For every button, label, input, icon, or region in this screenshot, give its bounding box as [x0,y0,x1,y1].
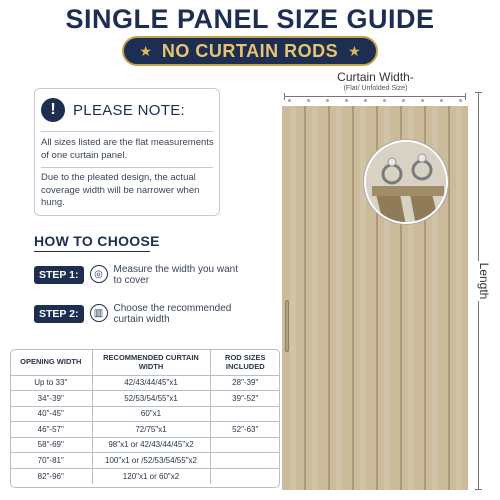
exclamation-icon: ! [41,98,65,122]
grommet-dot [288,99,291,102]
step-2-text: Choose the recommended curtain width [113,303,232,325]
column-header: ROD SIZES INCLUDED [210,349,280,375]
table-row [10,375,280,391]
column-header: OPENING WIDTH [10,349,92,375]
note-title: PLEASE NOTE: [73,101,185,119]
note-header [35,89,219,131]
step-2 [34,303,242,325]
table-row [10,453,280,469]
no-curtain-rods-banner [122,36,378,66]
divider [34,251,150,252]
hook-detail-inset [364,140,448,224]
note-paragraph-2: Due to the pleated design, the actual coverage width will be narrower when hung. [41,172,200,208]
grommet-dot [402,99,405,102]
table-cell: 58"-69" [10,437,92,453]
table-cell [210,468,280,484]
step-1 [34,264,242,286]
table-cell [210,406,280,422]
size-table [10,349,280,484]
table-cell: 72/75"x1 [92,422,210,438]
page-title: SINGLE PANEL SIZE GUIDE [65,4,435,34]
table-cell: 52"-63" [210,422,280,438]
hook-icon [366,142,448,224]
curtain-icon: ▥ [90,304,108,322]
table-row [10,422,280,438]
grommet-dot [364,99,367,102]
measure-icon: ◎ [90,265,108,283]
table-cell: 39"-52" [210,391,280,407]
table-row [10,406,280,422]
step-1-text: Measure the width you want to cover [113,264,239,286]
divider [41,131,213,132]
table-cell: 42/43/44/45"x1 [92,375,210,391]
how-to-choose-title: HOW TO CHOOSE [34,233,160,249]
table-cell: 28"-39" [210,375,280,391]
length-label: Length [473,261,495,301]
table-cell [210,437,280,453]
star-icon: ★ [348,42,361,59]
grommet-dot [459,99,462,102]
table-cell: 34"-39" [10,391,92,407]
table-cell: 70"-81" [10,453,92,469]
curtain-pull-handle [285,300,289,352]
table-cell: 120"x1 or 60"x2 [92,468,210,484]
table-cell: 52/53/54/55"x1 [92,391,210,407]
grommet-dot [345,99,348,102]
table-cell: Up to 33" [10,375,92,391]
note-paragraph-1: All sizes listed are the flat measurements of one curtain panel. [41,137,214,161]
table-cell: 60"x1 [92,406,210,422]
table-row [10,437,280,453]
table-cell: 82"-96" [10,468,92,484]
table-cell: 98"x1 or 42/43/44/45"x2 [92,437,210,453]
column-header: RECOMMENDED CURTAIN WIDTH [92,349,210,375]
table-cell [210,453,280,469]
note-box [34,88,220,216]
table-cell: 40"-45" [10,406,92,422]
grommet-dot [326,99,329,102]
banner-text: NO CURTAIN RODS [161,40,339,61]
grommet-dot [440,99,443,102]
table-cell: 100"x1 or /52/53/54/55"x2 [92,453,210,469]
table-row [10,391,280,407]
grommet-dot [383,99,386,102]
curtain-width-sublabel: (Flat/ Unfolded Size) [343,85,408,92]
star-icon: ★ [139,42,152,59]
curtain-width-label: Curtain Width- [337,70,414,84]
step-1-badge: STEP 1: [34,266,84,284]
table-header-row [10,349,280,375]
divider [41,167,213,168]
table-row [10,468,280,484]
table-cell: 46"-57" [10,422,92,438]
grommet-dot [421,99,424,102]
width-dimension-line [284,96,466,97]
step-2-badge: STEP 2: [34,305,84,323]
grommet-dot [307,99,310,102]
